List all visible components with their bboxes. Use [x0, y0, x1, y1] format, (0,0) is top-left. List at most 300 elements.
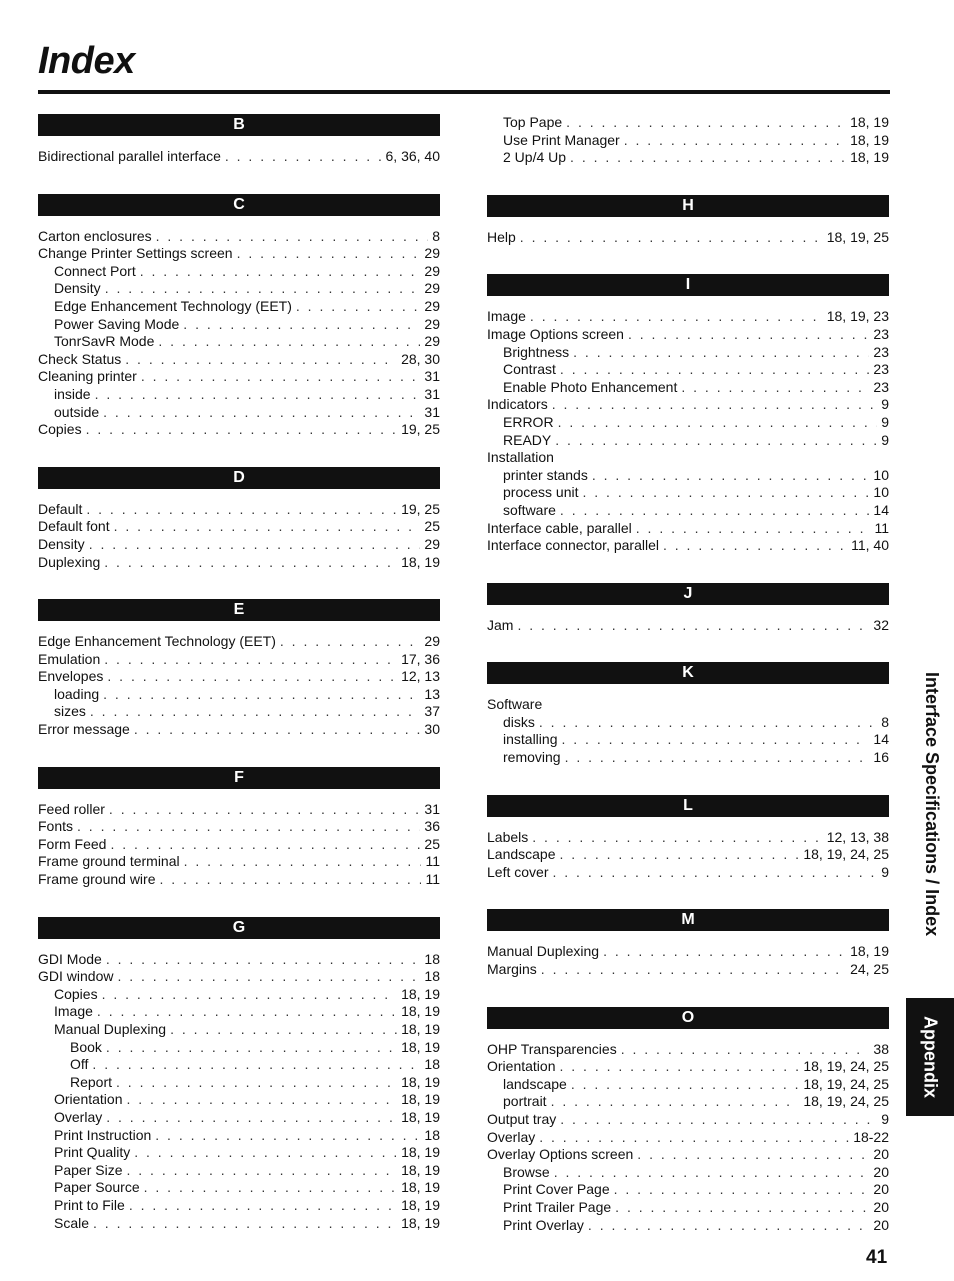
section-letter-header: B	[38, 114, 440, 136]
dot-leader	[106, 1039, 397, 1057]
dot-leader	[520, 229, 823, 247]
entry-pages: 18	[424, 1056, 440, 1073]
entry-term: Feed roller	[38, 800, 105, 817]
appendix-tab: Appendix	[906, 998, 954, 1116]
index-entry	[38, 968, 440, 986]
entry-term: Installation	[487, 449, 554, 466]
dot-leader	[681, 379, 869, 397]
entry-pages: 18-22	[853, 1128, 889, 1145]
index-entry	[38, 404, 440, 422]
dot-leader	[103, 686, 420, 704]
index-entry	[487, 749, 889, 767]
entry-term: Indicators	[487, 396, 548, 413]
dot-leader	[551, 1093, 800, 1111]
entry-term: READY	[503, 431, 552, 448]
dot-leader	[541, 961, 846, 979]
index-entry	[487, 132, 889, 150]
entry-pages: 13	[424, 685, 440, 702]
dot-leader	[615, 1199, 869, 1217]
index-entry	[38, 871, 440, 889]
entry-term: Interface connector, parallel	[487, 537, 659, 554]
dot-leader	[77, 818, 420, 836]
entry-pages: 18, 19	[401, 1214, 440, 1231]
entry-term: Frame ground wire	[38, 871, 156, 888]
dot-leader	[296, 298, 421, 316]
dot-leader	[93, 1215, 397, 1233]
entry-pages: 12, 13, 38	[826, 828, 889, 845]
entry-term: process unit	[503, 484, 579, 501]
index-entry	[38, 1127, 440, 1145]
entry-pages: 11	[874, 519, 889, 536]
dot-leader	[280, 633, 421, 651]
entry-pages: 20	[873, 1216, 889, 1233]
index-entry	[487, 1058, 889, 1076]
dot-leader	[560, 846, 800, 864]
entry-pages: 29	[424, 245, 440, 262]
entry-pages: 11	[425, 871, 440, 888]
index-entry	[487, 943, 889, 961]
entry-term: Overlay	[487, 1128, 536, 1145]
index-entry	[487, 829, 889, 847]
entry-term: Paper Size	[54, 1161, 123, 1178]
entry-term: Brightness	[503, 343, 570, 360]
dot-leader	[517, 617, 869, 635]
entry-pages: 11, 40	[851, 537, 889, 554]
entry-pages: 14	[873, 501, 889, 518]
index-section	[38, 114, 440, 166]
section-letter-header: L	[487, 795, 889, 817]
entry-term: Connect Port	[54, 262, 136, 279]
dot-leader	[636, 520, 871, 538]
entry-pages: 18	[424, 950, 440, 967]
dot-leader	[621, 1041, 870, 1059]
dot-leader	[86, 501, 397, 519]
index-entry	[38, 351, 440, 369]
entry-pages: 30	[424, 721, 440, 738]
entry-term: Duplexing	[38, 553, 101, 570]
dot-leader	[104, 651, 397, 669]
entry-pages: 9	[881, 1111, 889, 1127]
dot-leader	[565, 749, 870, 767]
entry-term: outside	[54, 403, 100, 420]
dot-leader	[588, 1217, 870, 1235]
index-entry	[38, 1162, 440, 1180]
entry-term: Orientation	[487, 1058, 556, 1075]
dot-leader	[628, 326, 869, 344]
dot-leader	[126, 1162, 397, 1180]
entry-term: landscape	[503, 1075, 567, 1092]
dot-leader	[155, 1127, 420, 1145]
index-entry	[487, 114, 889, 132]
entry-pages: 25	[424, 518, 440, 535]
entry-term: Report	[70, 1073, 113, 1090]
entry-term: ERROR	[503, 413, 554, 430]
dot-leader	[89, 536, 421, 554]
entry-pages: 20	[873, 1198, 889, 1215]
entry-term: Print Trailer Page	[503, 1198, 612, 1215]
dot-leader	[92, 1056, 420, 1074]
entry-term: Print Instruction	[54, 1126, 152, 1143]
index-entry	[38, 651, 440, 669]
dot-leader	[156, 228, 429, 246]
index-entry	[487, 379, 889, 397]
index-entry	[487, 326, 889, 344]
index-entry	[38, 986, 440, 1004]
entry-term: Book	[70, 1038, 102, 1055]
entry-term: Image Options screen	[487, 325, 624, 342]
entry-pages: 18, 19	[850, 943, 889, 960]
entry-pages: 8	[881, 713, 889, 730]
dot-leader	[183, 316, 420, 334]
index-entry	[38, 1197, 440, 1215]
index-entry	[487, 1093, 889, 1111]
dot-leader	[614, 1181, 870, 1199]
index-entry	[38, 280, 440, 298]
entry-pages: 29	[424, 280, 440, 297]
entry-term: Image	[487, 308, 526, 325]
dot-leader	[117, 968, 420, 986]
dot-leader	[530, 308, 823, 326]
index-entry	[487, 229, 889, 247]
entry-pages: 29	[424, 262, 440, 279]
page-title: Index	[38, 40, 135, 82]
index-entry	[38, 518, 440, 536]
entry-term: Image	[54, 1003, 93, 1020]
section-letter-header: K	[487, 662, 889, 684]
entry-pages: 18, 19	[401, 985, 440, 1002]
index-entry	[38, 1215, 440, 1233]
entry-term: Default	[38, 500, 83, 517]
entry-term: 2 Up/4 Up	[503, 149, 567, 166]
dot-leader	[592, 467, 870, 485]
entry-term: Jam	[487, 616, 514, 633]
entry-pages: 10	[873, 466, 889, 483]
entry-term: Cleaning printer	[38, 368, 137, 385]
entry-pages: 18, 19	[401, 1091, 440, 1108]
index-entry	[487, 1076, 889, 1094]
entry-pages: 18, 19	[401, 1038, 440, 1055]
entry-pages: 6, 36, 40	[385, 148, 440, 164]
index-entry	[487, 467, 889, 485]
entry-term: loading	[54, 685, 100, 702]
entry-pages: 18, 19, 24, 25	[803, 1058, 889, 1075]
entry-term: Scale	[54, 1214, 90, 1231]
entry-term: installing	[503, 731, 558, 748]
dot-leader	[560, 1111, 877, 1129]
entry-term: Print Overlay	[503, 1216, 584, 1233]
dot-leader	[116, 1074, 397, 1092]
index-entry	[38, 1039, 440, 1057]
dot-leader	[582, 484, 869, 502]
index-entry	[487, 537, 889, 555]
index-section	[38, 194, 440, 439]
entry-term: disks	[503, 713, 535, 730]
index-entry	[487, 484, 889, 502]
entry-term: Power Saving Mode	[54, 315, 180, 332]
index-entry	[38, 836, 440, 854]
dot-leader	[129, 1197, 397, 1215]
entry-pages: 18, 19	[401, 1003, 440, 1020]
dot-leader	[225, 148, 382, 166]
dot-leader	[566, 114, 846, 132]
entry-term: Orientation	[54, 1091, 123, 1108]
index-entry	[38, 703, 440, 721]
entry-pages: 19, 25	[401, 421, 440, 438]
dot-leader	[158, 333, 420, 351]
section-letter-header: E	[38, 599, 440, 621]
entry-pages: 17, 36	[401, 650, 440, 667]
index-entry	[38, 818, 440, 836]
index-entry	[487, 696, 889, 714]
entry-term: Interface cable, parallel	[487, 519, 632, 536]
index-entry	[487, 1129, 889, 1147]
entry-term: Left cover	[487, 863, 549, 880]
dot-leader	[560, 502, 870, 520]
index-column-right	[487, 114, 889, 1262]
entry-pages: 10	[873, 484, 889, 501]
index-entry	[38, 1144, 440, 1162]
entry-pages: 18, 19, 25	[826, 228, 889, 245]
dot-leader	[105, 280, 421, 298]
entry-term: Manual Duplexing	[487, 943, 600, 960]
index-section	[38, 599, 440, 739]
section-letter-header: H	[487, 195, 889, 217]
dot-leader	[539, 1129, 849, 1147]
index-entry	[38, 421, 440, 439]
entry-term: Fonts	[38, 818, 74, 835]
entry-term: Help	[487, 228, 516, 245]
index-entry	[487, 1146, 889, 1164]
dot-leader	[110, 836, 420, 854]
entry-pages: 18, 19	[850, 114, 889, 130]
entry-pages: 29	[424, 297, 440, 314]
index-section	[38, 467, 440, 571]
dot-leader	[97, 1003, 397, 1021]
section-letter-header: F	[38, 767, 440, 789]
dot-leader	[552, 864, 877, 882]
dot-leader	[573, 344, 869, 362]
index-entry	[38, 686, 440, 704]
entry-term: Form Feed	[38, 835, 107, 852]
entry-pages: 20	[873, 1163, 889, 1180]
index-entry	[487, 1217, 889, 1235]
index-section	[487, 274, 889, 554]
entry-pages: 12, 13	[401, 668, 440, 685]
index-entry	[38, 951, 440, 969]
entry-term: Change Printer Settings screen	[38, 245, 233, 262]
entry-pages: 20	[873, 1181, 889, 1198]
index-entry	[38, 245, 440, 263]
entry-term: Print Quality	[54, 1144, 131, 1161]
entry-pages: 19, 25	[401, 500, 440, 517]
entry-pages: 29	[424, 315, 440, 332]
entry-pages: 31	[424, 800, 440, 817]
index-section	[487, 114, 889, 167]
dot-leader	[134, 1144, 397, 1162]
entry-term: inside	[54, 385, 91, 402]
index-entry	[487, 1164, 889, 1182]
entry-term: OHP Transparencies	[487, 1040, 617, 1057]
dot-leader	[637, 1146, 869, 1164]
entry-term: sizes	[54, 703, 86, 720]
entry-term: Density	[38, 535, 85, 552]
index-entry	[38, 298, 440, 316]
entry-term: Top Pape	[503, 114, 563, 130]
page-number: 41	[866, 1247, 888, 1268]
entry-pages: 9	[881, 413, 889, 430]
entry-term: printer stands	[503, 466, 588, 483]
entry-pages: 37	[424, 703, 440, 720]
dot-leader	[106, 1109, 397, 1127]
entry-term: Edge Enhancement Technology (EET)	[54, 297, 292, 314]
index-entry	[487, 344, 889, 362]
index-entry	[487, 864, 889, 882]
entry-pages: 11	[425, 853, 440, 870]
entry-pages: 29	[424, 535, 440, 552]
entry-term: Overlay	[54, 1108, 103, 1125]
dot-leader	[102, 986, 397, 1004]
dot-leader	[95, 386, 421, 404]
dot-leader	[141, 368, 421, 386]
entry-term: Check Status	[38, 350, 122, 367]
dot-leader	[90, 703, 421, 721]
index-entry	[38, 668, 440, 686]
entry-term: Paper Source	[54, 1179, 140, 1196]
dot-leader	[160, 871, 422, 889]
index-entry	[38, 633, 440, 651]
entry-pages: 18, 19, 24, 25	[803, 1075, 889, 1092]
entry-term: Browse	[503, 1163, 550, 1180]
index-entry	[38, 368, 440, 386]
entry-term: Print to File	[54, 1196, 125, 1213]
index-entry	[38, 228, 440, 246]
index-entry	[487, 308, 889, 326]
index-entry	[487, 414, 889, 432]
entry-pages: 38	[873, 1040, 889, 1057]
index-entry	[38, 263, 440, 281]
index-entry	[487, 502, 889, 520]
entry-pages: 18, 19	[401, 1073, 440, 1090]
entry-pages: 18, 19	[850, 149, 889, 166]
dot-leader	[106, 951, 421, 969]
section-letter-header: D	[38, 467, 440, 489]
index-entry	[38, 501, 440, 519]
entry-pages: 16	[873, 749, 889, 766]
section-letter-header: I	[487, 274, 889, 296]
entry-term: Use Print Manager	[503, 131, 620, 148]
index-entry	[487, 149, 889, 167]
entry-pages: 18, 19	[401, 1196, 440, 1213]
index-entry	[38, 1021, 440, 1039]
entry-term: Edge Enhancement Technology (EET)	[38, 633, 276, 650]
index-entry	[38, 1003, 440, 1021]
index-section	[487, 1007, 889, 1235]
entry-pages: 8	[432, 227, 440, 244]
entry-pages: 18, 19	[401, 1179, 440, 1196]
index-entry	[38, 1056, 440, 1074]
entry-pages: 18, 19, 24, 25	[803, 846, 889, 863]
entry-term: Overlay Options screen	[487, 1146, 634, 1163]
dot-leader	[170, 1021, 397, 1039]
index-entry	[487, 1111, 889, 1129]
index-entry	[38, 1074, 440, 1092]
index-entry	[487, 846, 889, 864]
entry-pages: 31	[424, 403, 440, 420]
entry-term: Output tray	[487, 1111, 557, 1127]
entry-pages: 31	[424, 385, 440, 402]
index-section	[38, 917, 440, 1233]
index-section	[487, 795, 889, 882]
dot-leader	[86, 421, 397, 439]
index-entry	[38, 554, 440, 572]
entry-term: Off	[70, 1056, 89, 1073]
index-entry	[487, 961, 889, 979]
entry-term: Copies	[54, 985, 98, 1002]
entry-pages: 29	[424, 633, 440, 650]
entry-pages: 18	[424, 1126, 440, 1143]
title-rule	[38, 90, 890, 94]
index-section	[38, 767, 440, 889]
dot-leader	[125, 351, 397, 369]
dot-leader	[109, 801, 421, 819]
entry-term: Margins	[487, 961, 537, 978]
index-entry	[487, 432, 889, 450]
entry-pages: 9	[881, 431, 889, 448]
entry-pages: 31	[424, 368, 440, 385]
section-letter-header: G	[38, 917, 440, 939]
index-entry	[487, 449, 889, 467]
section-letter-header: M	[487, 909, 889, 931]
index-entry	[38, 853, 440, 871]
index-entry	[38, 1091, 440, 1109]
index-entry	[487, 361, 889, 379]
index-entry	[487, 1199, 889, 1217]
index-entry	[38, 148, 440, 166]
entry-term: GDI Mode	[38, 950, 102, 967]
entry-pages: 18, 19	[401, 1108, 440, 1125]
entry-pages: 20	[873, 1146, 889, 1163]
entry-term: Default font	[38, 518, 110, 535]
dot-leader	[134, 721, 421, 739]
entry-pages: 18	[424, 968, 440, 985]
entry-term: Landscape	[487, 846, 556, 863]
dot-leader	[140, 263, 421, 281]
entry-term: removing	[503, 749, 561, 766]
index-entry	[487, 714, 889, 732]
dot-leader	[560, 361, 870, 379]
dot-leader	[103, 404, 420, 422]
dot-leader	[552, 396, 878, 414]
index-entry	[487, 396, 889, 414]
entry-term: Density	[54, 280, 101, 297]
index-entry	[38, 316, 440, 334]
entry-pages: 18, 19, 24, 25	[803, 1093, 889, 1110]
entry-pages: 18, 19, 23	[826, 308, 889, 325]
index-column-left	[38, 114, 440, 1260]
entry-term: Emulation	[38, 650, 101, 667]
dot-leader	[144, 1179, 397, 1197]
entry-pages: 29	[424, 333, 440, 350]
entry-pages: 24, 25	[850, 961, 889, 978]
entry-term: software	[503, 501, 556, 518]
dot-leader	[570, 149, 846, 167]
index-section	[487, 583, 889, 635]
entry-pages: 18, 19	[401, 553, 440, 570]
entry-pages: 28, 30	[401, 350, 440, 367]
section-side-tab: Interface Specifications / Index	[922, 672, 942, 937]
index-section	[487, 662, 889, 766]
index-section	[487, 195, 889, 247]
